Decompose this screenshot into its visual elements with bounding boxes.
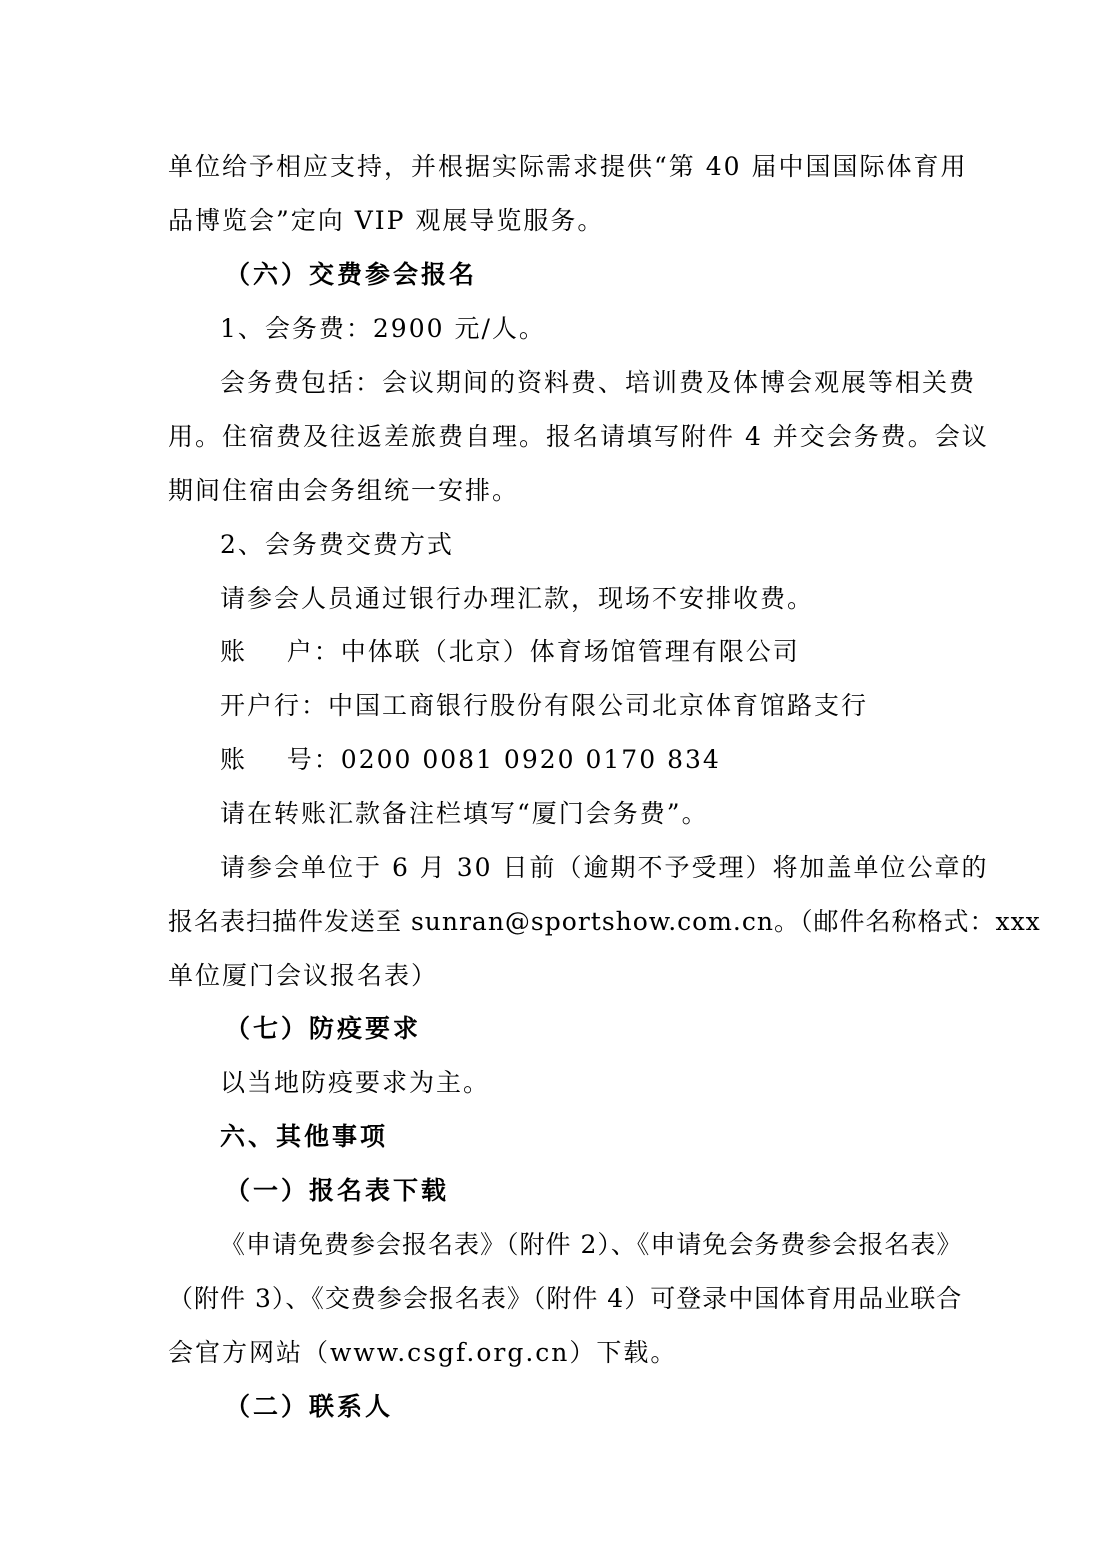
fee-item-2: 2、会务费交费方式 <box>220 530 454 559</box>
fee-item-1: 1、会务费：2900 元/人。 <box>220 314 546 343</box>
section-heading-contact: （二）联系人 <box>225 1392 394 1421</box>
section-heading-other-matters: 六、其他事项 <box>220 1122 389 1151</box>
account-name: 账 户：中体联（北京）体育场馆管理有限公司 <box>220 637 800 666</box>
account-number: 账 号：0200 0081 0920 0170 834 <box>220 745 721 774</box>
deadline-line-3: 单位厦门会议报名表） <box>168 961 439 990</box>
epidemic-text: 以当地防疫要求为主。 <box>220 1068 491 1097</box>
fee-includes-line-3: 期间住宿由会务组统一安排。 <box>168 476 520 505</box>
download-line-1: 《申请免费参会报名表》（附件 2）、《申请免会务费参会报名表》 <box>220 1230 963 1259</box>
section-heading-seven-epidemic: （七）防疫要求 <box>225 1014 422 1043</box>
section-heading-six-paid-registration: （六）交费参会报名 <box>225 260 478 289</box>
paragraph-line-2: 品博览会”定向 VIP 观展导览服务。 <box>168 206 605 235</box>
download-line-3: 会官方网站（www.csgf.org.cn）下载。 <box>168 1338 678 1367</box>
section-heading-form-download: （一）报名表下载 <box>225 1176 450 1205</box>
account-bank: 开户行：中国工商银行股份有限公司北京体育馆路支行 <box>220 691 869 720</box>
paragraph-line-1: 单位给予相应支持，并根据实际需求提供“第 40 届中国国际体育用 <box>168 152 968 181</box>
payment-instruction: 请参会人员通过银行办理汇款，现场不安排收费。 <box>220 584 815 613</box>
fee-includes-line-2: 用。住宿费及往返差旅费自理。报名请填写附件 4 并交会务费。会议 <box>168 422 989 451</box>
deadline-line-1: 请参会单位于 6 月 30 日前（逾期不予受理）将加盖单位公章的 <box>220 853 989 882</box>
fee-includes-line-1: 会务费包括：会议期间的资料费、培训费及体博会观展等相关费 <box>220 368 977 397</box>
download-line-2: （附件 3）、《交费参会报名表》（附件 4）可登录中国体育用品业联合 <box>168 1284 963 1313</box>
transfer-remark: 请在转账汇款备注栏填写“厦门会务费”。 <box>220 799 709 828</box>
deadline-line-2: 报名表扫描件发送至 sunran@sportshow.com.cn。（邮件名称格式：xxx <box>168 907 1041 936</box>
